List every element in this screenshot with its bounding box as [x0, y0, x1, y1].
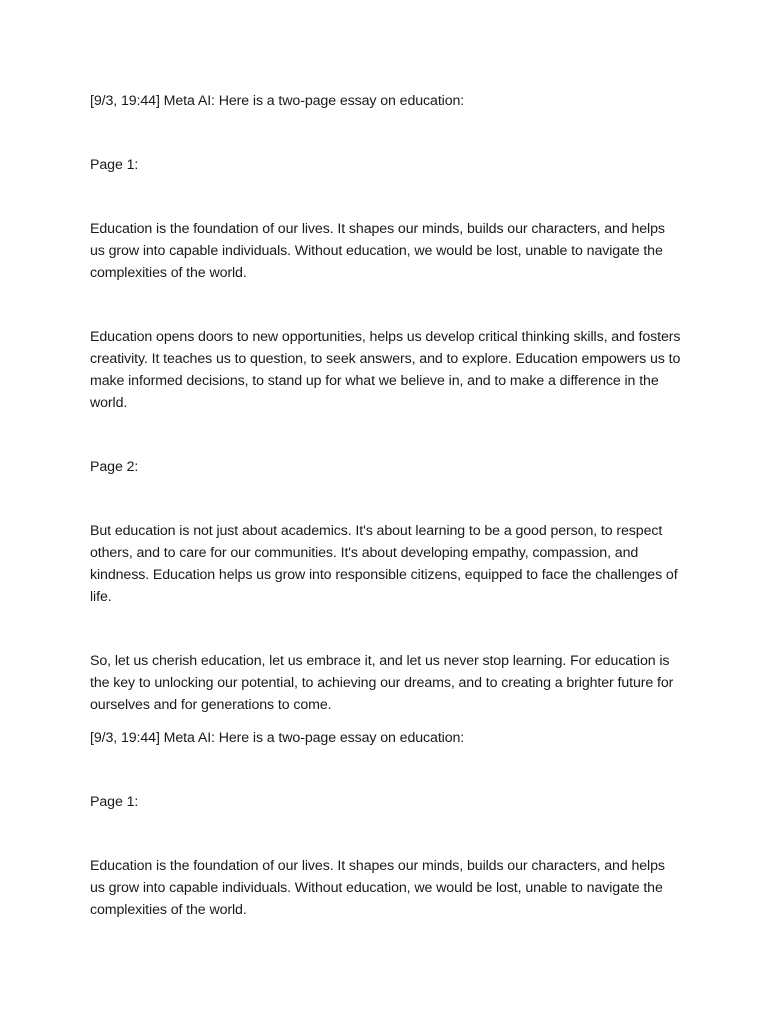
- page-heading: Page 1:: [90, 794, 139, 810]
- page-heading: Page 1:: [90, 157, 139, 173]
- essay-paragraph: Education is the foundation of our lives. It shapes our minds, builds our characters, and helps us grow into capable individuals. Without education, we would be lost, unable to navigate the complexities of the world.: [90, 858, 665, 918]
- message-header: [9/3, 19:44] Meta AI: Here is a two-page essay on education:: [90, 730, 465, 746]
- essay-paragraph: Education is the foundation of our lives. It shapes our minds, builds our characters, and helps us grow into capable individuals. Without education, we would be lost, unable to navigate the complexities of the world.: [90, 221, 665, 281]
- message-header: [9/3, 19:44] Meta AI: Here is a two-page essay on education:: [90, 93, 465, 109]
- document-body: [90, 90, 682, 921]
- page-heading: Page 2:: [90, 459, 139, 475]
- essay-paragraph: But education is not just about academics. It's about learning to be a good person, to respect others, and to care for our communities. It's about developing empathy, compassion, and kindness. Education helps us grow into responsible citizens, equipped to face the challenges of life.: [90, 523, 678, 605]
- essay-paragraph: So, let us cherish education, let us embrace it, and let us never stop learning. For education is the key to unlocking our potential, to achieving our dreams, and to creating a brighter future for ourselves and for generations to come.: [90, 653, 674, 713]
- essay-paragraph: Education opens doors to new opportunities, helps us develop critical thinking skills, and fosters creativity. It teaches us to question, to seek answers, and to explore. Education empowers us to make informed decisions, to stand up for what we believe in, and to make a difference in the world.: [90, 329, 681, 411]
